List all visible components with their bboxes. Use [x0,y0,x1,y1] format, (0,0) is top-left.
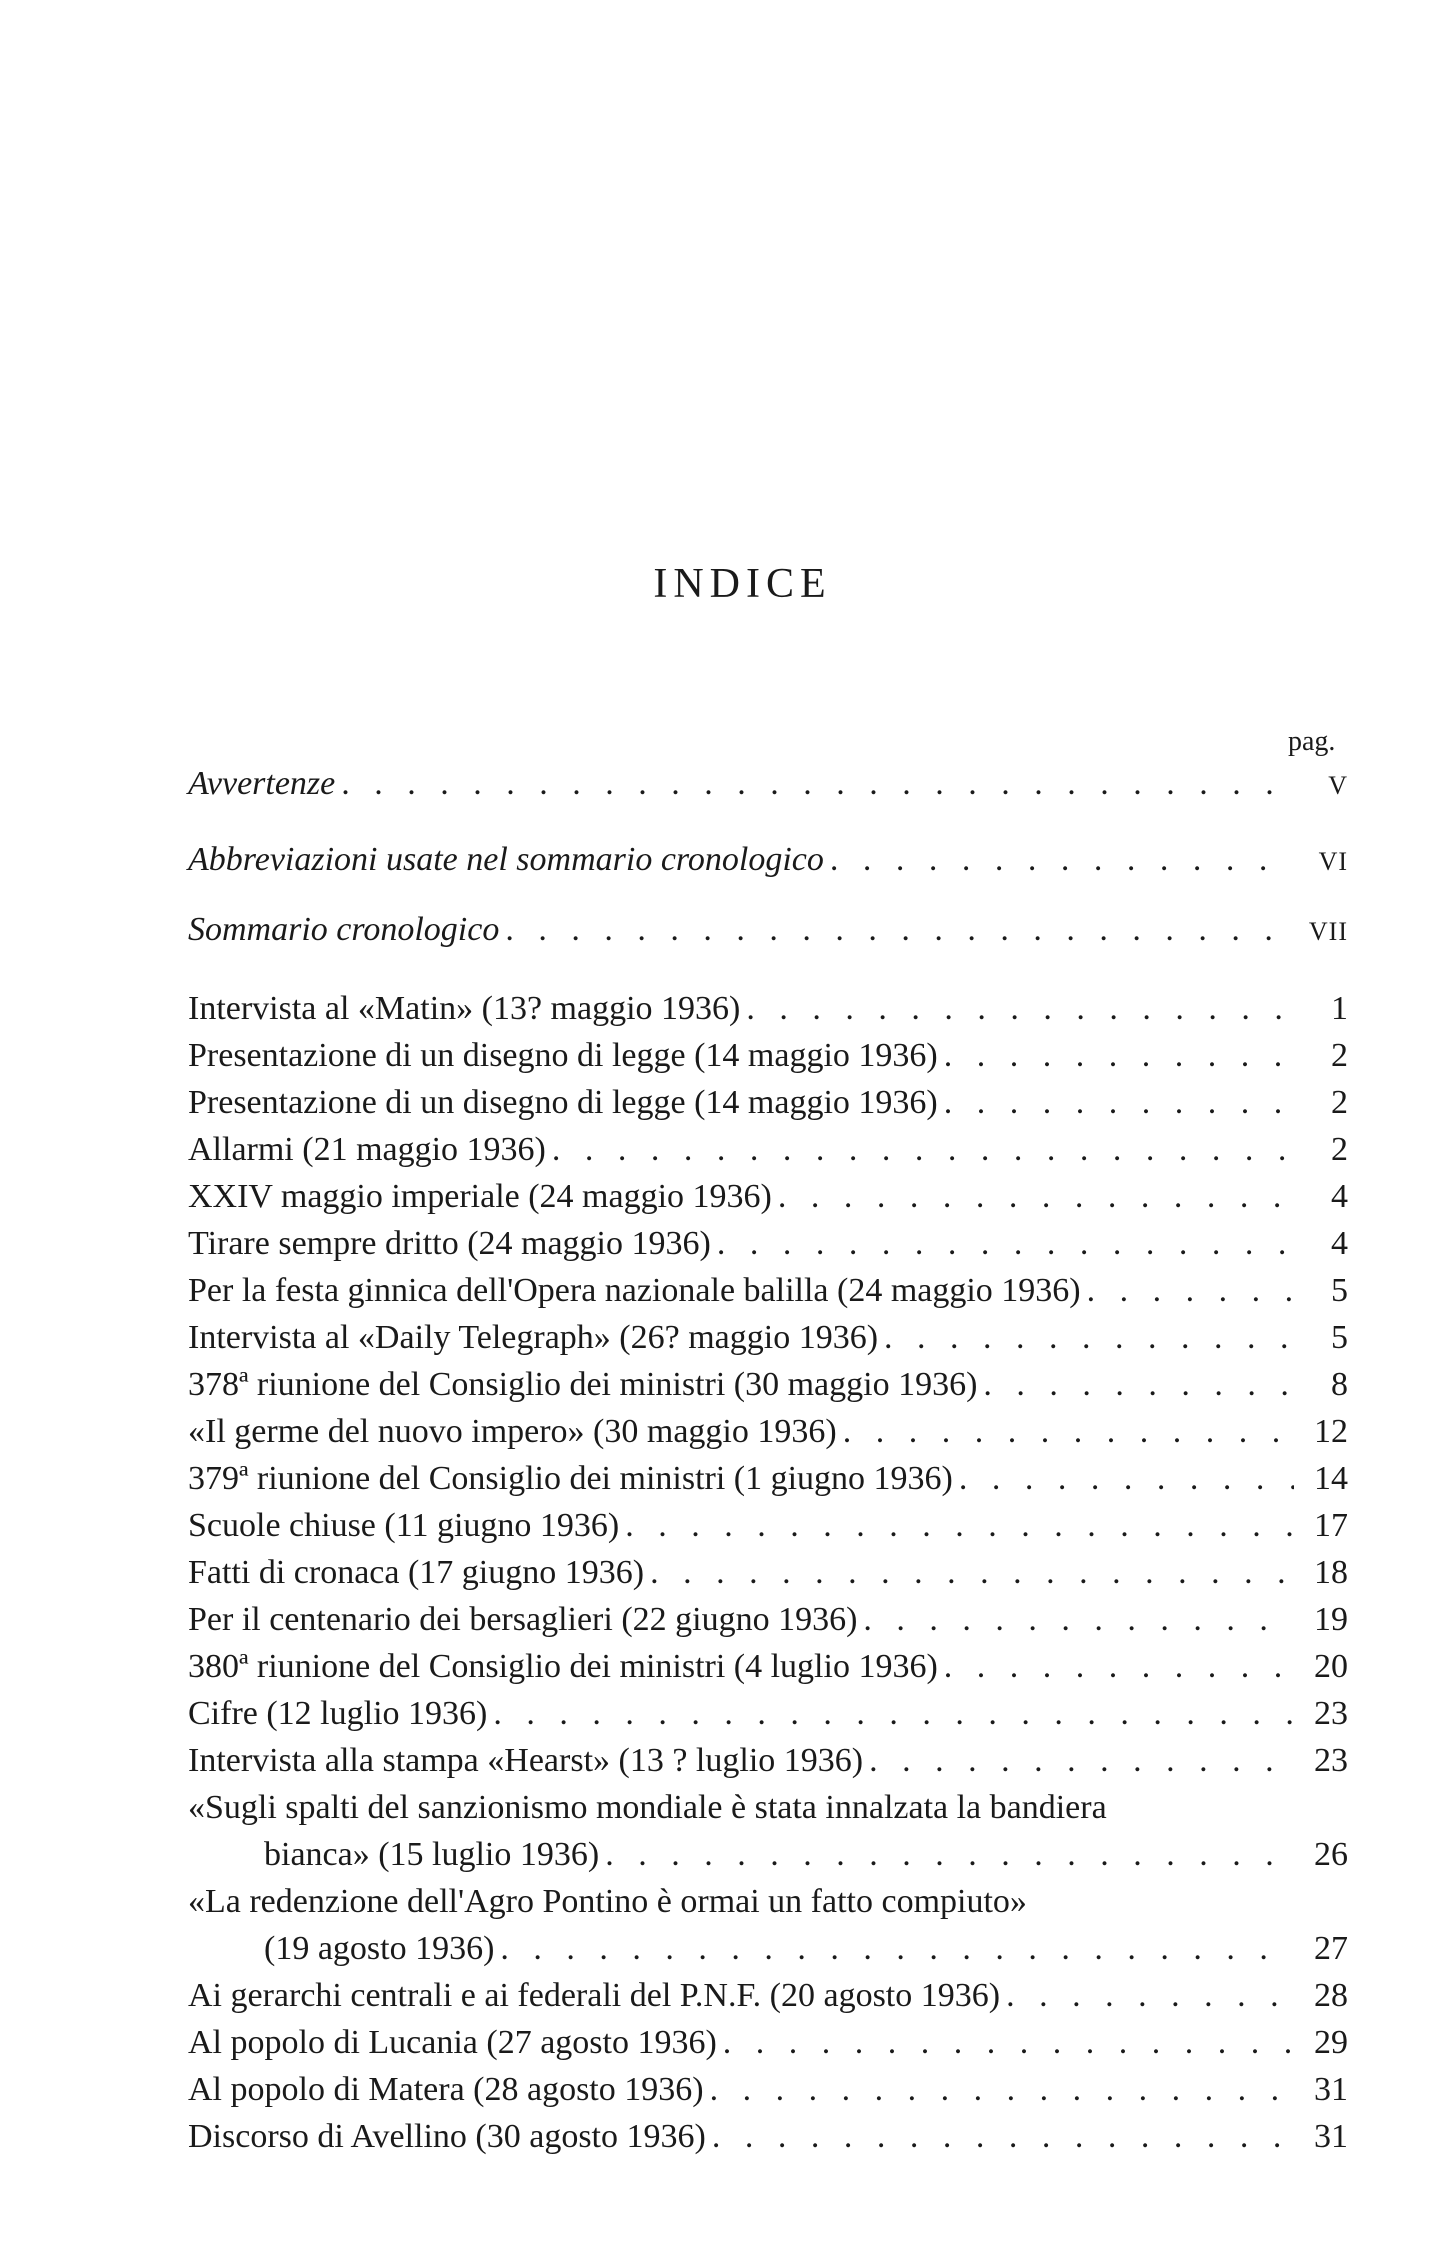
toc-entry[interactable] [188,1173,1348,1221]
toc-entry-label: Allarmi (21 maggio 1936) [188,1131,546,1168]
dot-leader [723,2019,1294,2067]
toc-entry[interactable] [188,1361,1348,1409]
toc-entry[interactable] [188,1972,1348,2020]
dot-leader [863,1596,1294,1644]
toc-entry-label: Al popolo di Matera (28 agosto 1936) [188,2071,704,2108]
toc-entry-label: Per il centenario dei bersaglieri (22 giugno 1936) [188,1601,858,1638]
toc-entry-label: Discorso di Avellino (30 agosto 1936) [188,2118,706,2155]
dot-leader [884,1314,1294,1362]
dot-leader [830,836,1294,884]
toc-entry-label: Intervista al «Matin» (13? maggio 1936) [188,990,741,1027]
toc-entry-label: Sommario cronologico [188,911,500,948]
toc-entry[interactable] [188,2113,1348,2161]
toc-entry-page: 2 [1331,1084,1348,1121]
toc-entry-page: 19 [1314,1601,1348,1638]
toc-entry-label: bianca» (15 luglio 1936) [264,1836,600,1873]
dot-leader [1006,1972,1294,2020]
toc-entry-label: Per la festa ginnica dell'Opera nazionale balilla (24 maggio 1936) [188,1272,1081,1309]
toc-entry[interactable] [188,1408,1348,1456]
toc-entry[interactable] [188,1831,1348,1879]
dot-leader [778,1173,1294,1221]
dot-leader [500,1925,1294,1973]
toc-entry-page: 18 [1314,1554,1348,1591]
toc-entry-first-line[interactable]: «Sugli spalti del sanzionismo mondiale è stata innalzata la bandiera [188,1789,1107,1826]
toc-entry[interactable] [188,1502,1348,1550]
toc-entry-label: Avvertenze [188,765,336,802]
toc-entry[interactable] [188,1126,1348,1174]
toc-entry-page: 23 [1314,1695,1348,1732]
toc-entry-label: Ai gerarchi centrali e ai federali del P.N.F. (20 agosto 1936) [188,1977,1001,2014]
toc-entry-page: 31 [1314,2118,1348,2155]
dot-leader [505,906,1294,954]
toc-entry-page: 20 [1314,1648,1348,1685]
toc-entry-page: 23 [1314,1742,1348,1779]
dot-leader [605,1831,1294,1879]
toc-entry-label: 379ª riunione del Consiglio dei ministri (1 giugno 1936) [188,1460,953,1497]
toc-entry[interactable] [188,1267,1348,1315]
toc-entry-page: 5 [1331,1272,1348,1309]
toc-entry-page: 1 [1331,990,1348,1027]
dot-leader [944,1643,1294,1691]
toc-entry-first-line[interactable]: «La redenzione dell'Agro Pontino è ormai un fatto compiuto» [188,1883,1027,1920]
toc-entry-label: Abbreviazioni usate nel sommario cronologico [188,841,824,878]
toc-entry[interactable] [188,985,1348,1033]
toc-entry[interactable] [188,1032,1348,1080]
toc-entry-label: XXIV maggio imperiale (24 maggio 1936) [188,1178,772,1215]
toc-entry-label: Scuole chiuse (11 giugno 1936) [188,1507,620,1544]
dot-leader [493,1690,1294,1738]
dot-leader [712,2113,1294,2161]
dot-leader [843,1408,1294,1456]
toc-entry-label: 378ª riunione del Consiglio dei ministri (30 maggio 1936) [188,1366,978,1403]
toc-entry-page: 12 [1314,1413,1348,1450]
toc-entry-page: V [1328,771,1348,800]
toc-entry[interactable] [188,906,1348,954]
toc-entry-page: 28 [1314,1977,1348,2014]
toc-entry-page: 4 [1331,1225,1348,1262]
toc-entry[interactable] [188,1079,1348,1127]
toc-entry-label: Presentazione di un disegno di legge (14 maggio 1936) [188,1084,938,1121]
toc-entry-label: (19 agosto 1936) [264,1930,495,1967]
toc-entry-label: Fatti di cronaca (17 giugno 1936) [188,1554,645,1591]
toc-entry-label: Presentazione di un disegno di legge (14 maggio 1936) [188,1037,938,1074]
dot-leader [650,1549,1294,1597]
toc-entry[interactable] [188,1549,1348,1597]
page-title: INDICE [653,561,832,607]
toc-entry[interactable] [188,1596,1348,1644]
toc-entry-page: 4 [1331,1178,1348,1215]
dot-leader [983,1361,1294,1409]
dot-leader [1087,1267,1294,1315]
dot-leader [341,760,1294,808]
toc-entry-page: 17 [1314,1507,1348,1544]
toc-entry-label: Al popolo di Lucania (27 agosto 1936) [188,2024,717,2061]
toc-entry-page: 2 [1331,1131,1348,1168]
dot-leader [717,1220,1294,1268]
dot-leader [552,1126,1294,1174]
toc-entry[interactable] [188,1737,1348,1785]
toc-entry-page: 5 [1331,1319,1348,1356]
toc-entry-label: Intervista al «Daily Telegraph» (26? maggio 1936) [188,1319,879,1356]
toc-entry[interactable] [188,1643,1348,1691]
toc-entry[interactable] [188,2019,1348,2067]
toc-entry-label: 380ª riunione del Consiglio dei ministri (4 luglio 1936) [188,1648,938,1685]
toc-entry-label: Cifre (12 luglio 1936) [188,1695,488,1732]
dot-leader [625,1502,1294,1550]
toc-entry[interactable] [188,1925,1348,1973]
toc-entry-label: Intervista alla stampa «Hearst» (13 ? luglio 1936) [188,1742,864,1779]
toc-entry[interactable] [188,760,1348,808]
toc-entry-page: 29 [1314,2024,1348,2061]
toc-entry[interactable] [188,836,1348,884]
toc-entry-page: 31 [1314,2071,1348,2108]
dot-leader [869,1737,1294,1785]
toc-entry-page: 27 [1314,1930,1348,1967]
toc-entry-page: VI [1318,847,1348,876]
toc-entry[interactable] [188,1690,1348,1738]
page-column-label: pag. [1288,726,1336,757]
toc-entry-page: 26 [1314,1836,1348,1873]
toc-entry-label: «Il germe del nuovo impero» (30 maggio 1936) [188,1413,837,1450]
toc-entry[interactable] [188,1455,1348,1503]
toc-entry[interactable] [188,1314,1348,1362]
toc-entry-page: 2 [1331,1037,1348,1074]
dot-leader [746,985,1294,1033]
toc-entry-page: VII [1308,917,1348,946]
toc-entry[interactable] [188,1220,1348,1268]
dot-leader [944,1032,1294,1080]
toc-entry[interactable] [188,2066,1348,2114]
dot-leader [944,1079,1294,1127]
toc-entry-page: 8 [1331,1366,1348,1403]
toc-entry-label: Tirare sempre dritto (24 maggio 1936) [188,1225,711,1262]
dot-leader [710,2066,1294,2114]
dot-leader [959,1455,1294,1503]
toc-entry-page: 14 [1314,1460,1348,1497]
